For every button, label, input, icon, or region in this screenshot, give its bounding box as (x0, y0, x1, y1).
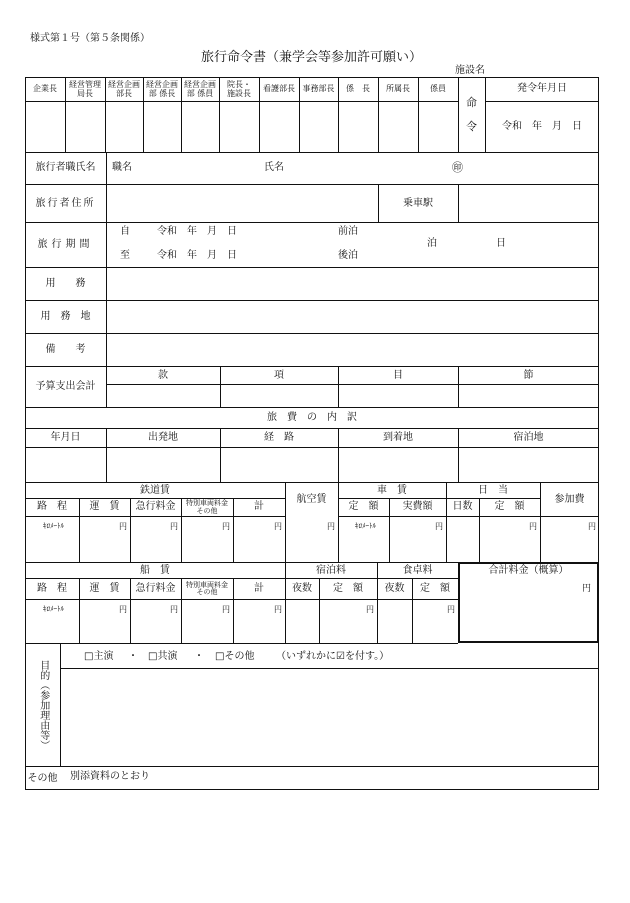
yen-unit: 円 (447, 605, 455, 614)
fare1-column-header: 定 額 (494, 501, 525, 513)
budget-column-header: 項 (274, 369, 284, 381)
address-label: 旅行者住所 (35, 197, 96, 209)
rule-line (25, 516, 285, 517)
issue-date-value[interactable]: 令和 年 月 日 (502, 121, 582, 133)
yen-unit: 円 (170, 522, 178, 531)
yen-unit: 円 (222, 605, 230, 614)
yen-unit: 円 (119, 605, 127, 614)
purpose-label: 目的（参加理由等） (37, 660, 49, 750)
air-fare-header: 航空賃 (296, 493, 327, 505)
fare1-column-header: 急行料金 (135, 501, 176, 513)
itinerary-section-title: 旅 費 の 内 訳 (267, 412, 357, 424)
option-main-performer[interactable]: □主演 (84, 651, 114, 662)
approval-stamp-cell[interactable] (143, 102, 181, 152)
fare1-column-header: 運 賃 (89, 501, 120, 513)
approval-stamp-cell[interactable] (338, 102, 378, 152)
approval-role-label: 経営管理 局長 (69, 80, 101, 98)
nights-label: 泊 (427, 238, 437, 249)
car-fare-group: 車 賃 (377, 484, 407, 496)
total-fee-label: 合計料金（概算） (488, 564, 569, 576)
fare1-column-header: 定 額 (348, 501, 379, 513)
fare2-column-header: 定 額 (420, 582, 450, 594)
pre-stay-label: 前泊 (338, 226, 358, 237)
name-label: 氏名 (264, 162, 284, 173)
approval-stamp-cell[interactable] (299, 102, 338, 152)
approval-role-label: 所属長 (386, 84, 410, 94)
approval-stamp-cell[interactable] (65, 102, 105, 152)
meal-fee-group: 食卓料 (402, 564, 433, 576)
approval-stamp-cell[interactable] (259, 102, 299, 152)
budget-column-header: 款 (158, 369, 168, 381)
approval-stamp-cell[interactable] (378, 102, 418, 152)
approval-stamp-cell[interactable] (181, 102, 219, 152)
approval-role-label: 事務部長 (302, 84, 335, 94)
station-label: 乗車駅 (403, 197, 433, 209)
ship-fare-group: 船 賃 (140, 564, 170, 576)
rule-line (338, 516, 540, 517)
budget-column-header: 節 (523, 369, 534, 381)
form-number: 様式第１号（第５条関係） (30, 33, 150, 44)
seal-mark: ㊞ (452, 161, 463, 174)
participation-fee-header: 参加費 (554, 493, 585, 505)
business-label: 用 務 (45, 278, 86, 290)
approval-role-label: 経営企画 部長 (108, 80, 140, 98)
page-title: 旅行命令書（兼学会等参加許可願い） (201, 50, 423, 65)
itinerary-column-header: 到着地 (383, 432, 413, 444)
period-label: 旅行期間 (37, 239, 94, 251)
fare2-column-header: 夜数 (292, 582, 312, 594)
rule-line (540, 516, 599, 517)
issue-date-label: 発令年月日 (517, 83, 567, 95)
facility-name-label: 施設名 (455, 65, 485, 76)
post-stay-label: 後泊 (338, 250, 358, 261)
approval-role-label: 経営企画 部 係長 (146, 80, 178, 98)
fare2-column-header: 夜数 (384, 582, 405, 594)
approval-stamp-cell[interactable] (418, 102, 458, 152)
period-to-label: 至 (120, 250, 130, 261)
fare1-column-header: 実費額 (402, 501, 433, 513)
fare2-column-header: 定 額 (333, 582, 363, 594)
option-other[interactable]: □その他 (215, 651, 255, 662)
option-separator-2: ・ (194, 651, 204, 662)
purpose-instruction: （いずれかに☑を付す。） (276, 651, 390, 662)
option-separator-1: ・ (128, 651, 138, 662)
yen-unit: 円 (119, 522, 127, 531)
other-value: 別添資料のとおり (70, 771, 150, 782)
itinerary-column-header: 宿泊地 (513, 432, 544, 444)
approval-role-label: 看護部長 (263, 84, 295, 94)
yen-unit: 円 (274, 605, 282, 614)
remarks-label: 備 考 (45, 344, 86, 356)
approval-stamp-cell[interactable] (25, 102, 65, 152)
total-fee-unit: 円 (582, 584, 592, 594)
lodging-fee-group: 宿泊料 (316, 564, 346, 576)
budget-label: 予算支出会計 (35, 381, 96, 393)
yen-unit: 円 (435, 522, 443, 531)
other-label: その他 (27, 772, 58, 784)
yen-unit: 円 (327, 522, 335, 531)
fare1-column-header: 路 程 (37, 501, 67, 513)
option-co-performer[interactable]: □共演 (148, 651, 178, 662)
fare1-column-header: 特別車両料金 その他 (186, 499, 228, 515)
approval-stamp-cell[interactable] (105, 102, 143, 152)
approval-role-label: 院長・ 施設長 (227, 80, 251, 98)
fare2-column-header: 計 (254, 582, 264, 594)
daily-allowance-group: 日 当 (478, 484, 508, 496)
position-label: 職名 (112, 162, 132, 173)
yen-unit: 円 (274, 522, 282, 531)
itinerary-column-header: 経 路 (264, 432, 294, 444)
approval-stamp-cell[interactable] (219, 102, 259, 152)
yen-unit: 円 (170, 605, 178, 614)
budget-column-header: 目 (393, 369, 403, 381)
approval-role-label: 企業長 (33, 84, 57, 94)
period-from-label: 自 (120, 226, 130, 237)
approval-role-label: 係員 (430, 84, 446, 94)
km-unit: ｷﾛﾒｰﾄﾙ (43, 522, 64, 530)
itinerary-column-header: 年月日 (50, 432, 81, 444)
period-to-date[interactable]: 令和 年 月 日 (157, 250, 237, 261)
km-unit: ｷﾛﾒｰﾄﾙ (355, 522, 376, 530)
command-label: 命 令 (466, 95, 477, 134)
rail-fare-group: 鉄道賃 (140, 484, 170, 496)
km-unit: ｷﾛﾒｰﾄﾙ (43, 605, 64, 613)
yen-unit: 円 (366, 605, 374, 614)
business-place-label: 用 務 地 (40, 311, 91, 323)
period-from-date[interactable]: 令和 年 月 日 (157, 226, 237, 237)
rule-line (25, 599, 458, 600)
fare2-column-header: 運 賃 (89, 582, 120, 594)
itinerary-column-header: 出発地 (148, 432, 178, 444)
approval-role-label: 係 長 (346, 84, 370, 94)
fare1-column-header: 日数 (452, 501, 473, 513)
approval-role-label: 経営企画 部 係員 (184, 80, 216, 98)
days-label: 日 (496, 238, 506, 249)
fare1-column-header: 計 (254, 501, 264, 513)
yen-unit: 円 (222, 522, 230, 531)
fare2-column-header: 路 程 (37, 582, 67, 594)
traveler-label: 旅行者職氏名 (35, 162, 96, 174)
yen-unit: 円 (529, 522, 537, 531)
yen-unit: 円 (588, 522, 596, 531)
fare2-column-header: 特別車両料金 その他 (186, 580, 228, 596)
fare2-column-header: 急行料金 (135, 582, 176, 594)
